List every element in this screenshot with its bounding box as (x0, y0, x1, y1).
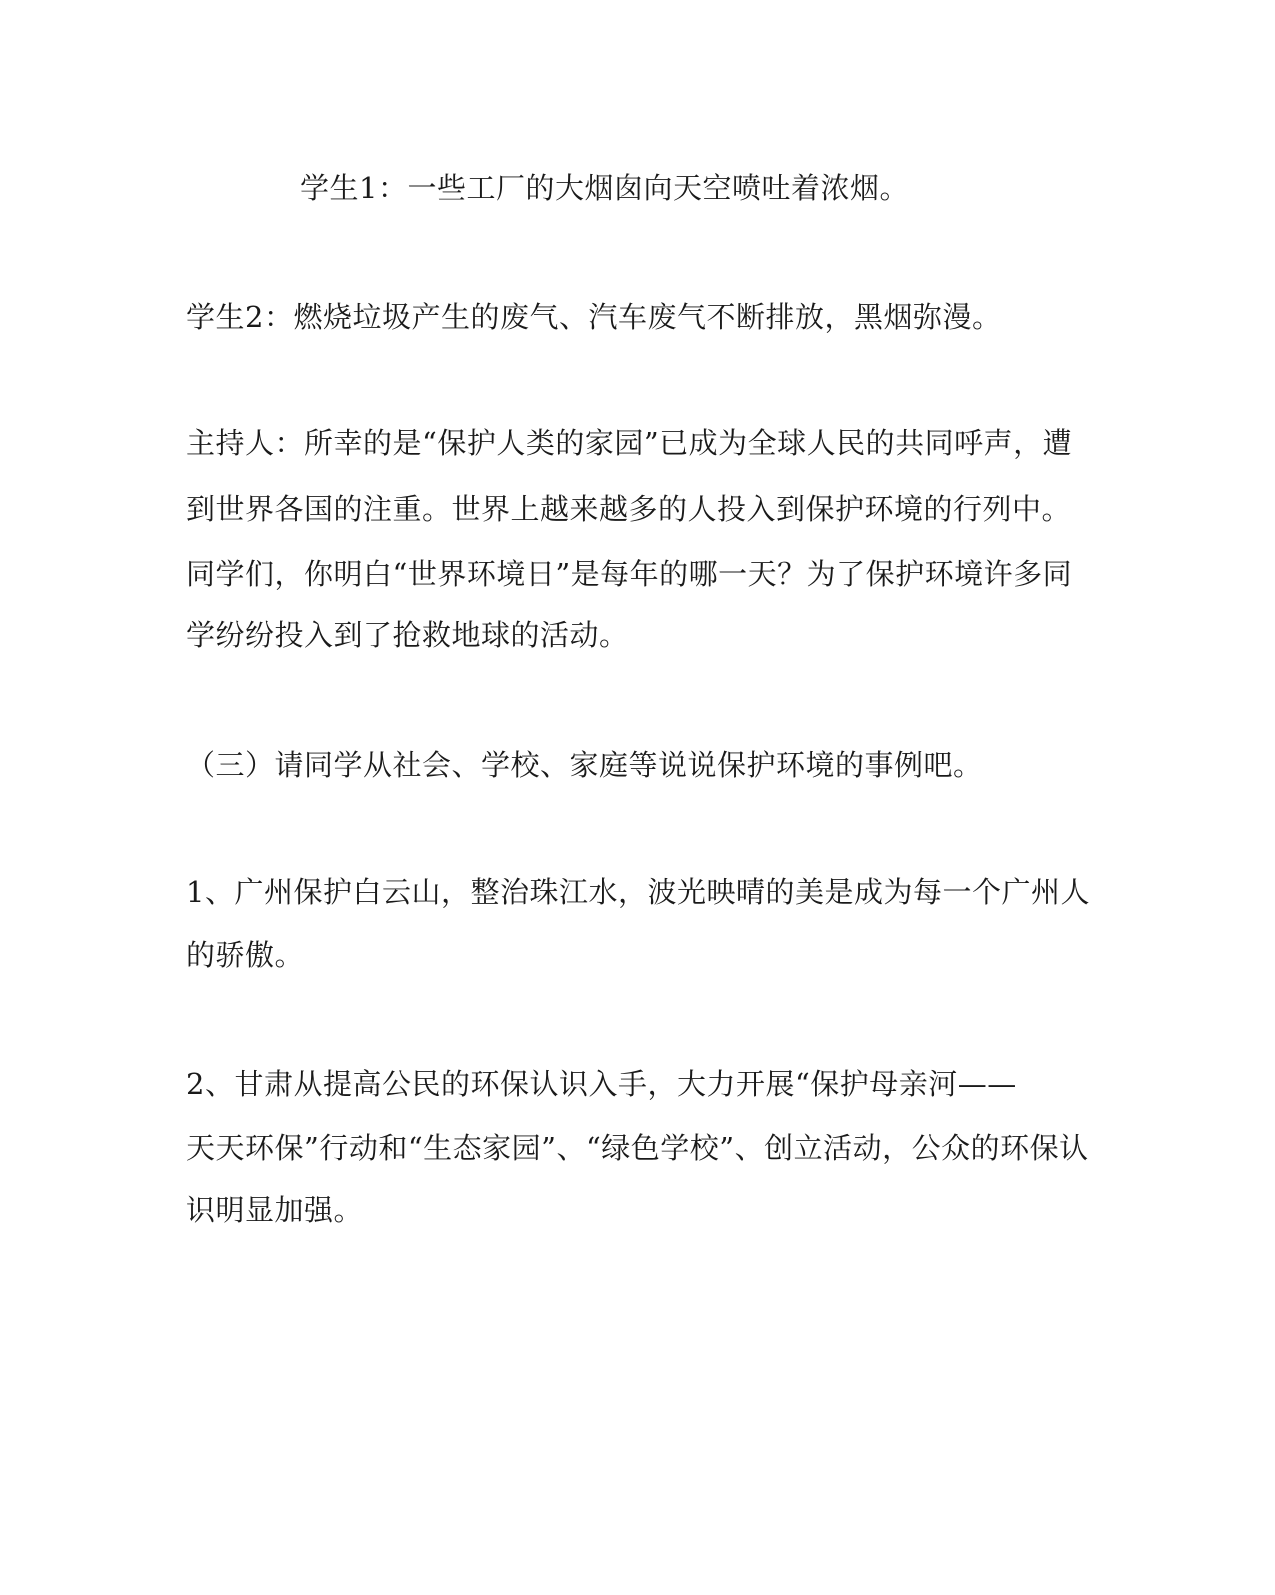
host-paragraph-line-1: 主持人：所幸的是“保护人类的家园”已成为全球人民的共同呼声，遭 (186, 426, 1073, 460)
example1-line-1: 1、广州保护白云山，整治珠江水，波光映晴的美是成为每一个广州人 (186, 875, 1090, 909)
example2-line-3: 识明显加强。 (186, 1193, 364, 1227)
student1-line: 学生1：一些工厂的大烟囱向天空喷吐着浓烟。 (300, 171, 909, 205)
example2-line-2: 天天环保”行动和“生态家园”、“绿色学校”、创立活动，公众的环保认 (186, 1131, 1089, 1165)
example1-line-2: 的骄傲。 (186, 938, 305, 972)
example2-line-1: 2、甘肃从提高公民的环保认识入手，大力开展“保护母亲河—— (186, 1067, 1017, 1101)
host-paragraph-line-3: 同学们，你明白“世界环境日”是每年的哪一天？为了保护环境许多同 (186, 557, 1073, 591)
host-paragraph-line-2: 到世界各国的注重。世界上越来越多的人投入到保护环境的行列中。 (186, 492, 1072, 526)
student2-line: 学生2：燃烧垃圾产生的废气、汽车废气不断排放，黑烟弥漫。 (186, 300, 1002, 334)
host-paragraph-line-4: 学纷纷投入到了抢救地球的活动。 (186, 618, 629, 652)
section-three-heading: （三）请同学从社会、学校、家庭等说说保护环境的事例吧。 (186, 748, 983, 782)
